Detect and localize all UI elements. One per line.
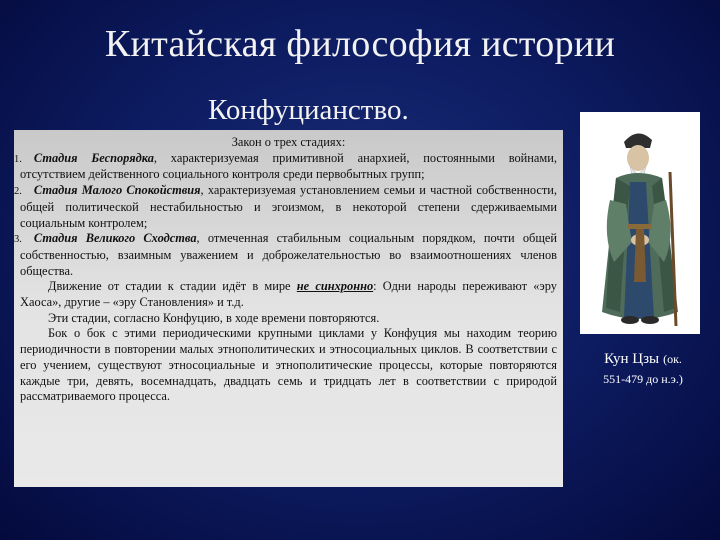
- slide-subtitle: Конфуцианство.: [208, 94, 409, 126]
- stage-number: 1.: [14, 153, 22, 165]
- confucius-portrait: [580, 112, 700, 334]
- stage-name: Стадия Великого Сходства: [33, 231, 197, 246]
- final-paragraph: Бок о бок с этими периодическими крупными циклами у Конфуция мы находим теорию периодичности в повторении малых этнополитических и этносоциальных циклов. В соответствии с его учением, существуют этносоциальные и этнополитические процессы, которые повторяются каждые три, девять, восемнадцать, двадцать семь и тридцать лет в соответствии с природой рассматриваемого процесса.: [20, 326, 557, 404]
- stage-number: 2.: [14, 186, 22, 198]
- text-body: [14, 135, 557, 405]
- stage-description: , характеризуемая примитивной анархией, постоянными войнами, отсутствием действенного социального контроля среди первобытных групп;: [20, 150, 557, 182]
- movement-text-after: : Одни народы переживают «эру Хаоса», другие – «эру Становления» и т.д.: [20, 279, 557, 310]
- stage-name: Стадия Малого Спокойствия: [33, 183, 201, 198]
- caption-name: Кун Цзы: [604, 351, 660, 367]
- caption-dates: 551-479 до н.э.): [603, 372, 683, 386]
- stage-item-1: [14, 150, 557, 183]
- cycles-sentence: Эти стадии, согласно Конфуцию, в ходе времени повторяются.: [48, 310, 380, 325]
- stage-name: Стадия Беспорядка: [33, 150, 154, 165]
- movement-emphasis: не синхронно: [296, 279, 374, 294]
- stage-item-3: [14, 231, 557, 279]
- law-heading: Закон о трех стадиях:: [231, 135, 346, 149]
- confucius-portrait-drawing: [580, 112, 700, 334]
- slide-title: Китайская философия истории: [104, 23, 616, 65]
- movement-paragraph: [20, 279, 557, 310]
- stage-description: , отмеченная стабильным социальным порядком, почти общей собственностью, взаимным уважением и доброжелательностью во взаимоотношениях членов общества.: [20, 231, 557, 278]
- stage-number: 3.: [14, 234, 22, 246]
- portrait-caption: [578, 350, 708, 387]
- stage-description: , характеризуемая установлением семьи и частной собственности, общей политической нестабильностью и эгоизмом, в некоторой степени сдерживаемыми социальным контролем;: [20, 183, 557, 230]
- movement-text-before: Движение от стадии к стадии идёт в мире: [48, 279, 297, 294]
- stage-item-2: [14, 183, 557, 231]
- caption-name-suffix: (ок.: [663, 352, 682, 366]
